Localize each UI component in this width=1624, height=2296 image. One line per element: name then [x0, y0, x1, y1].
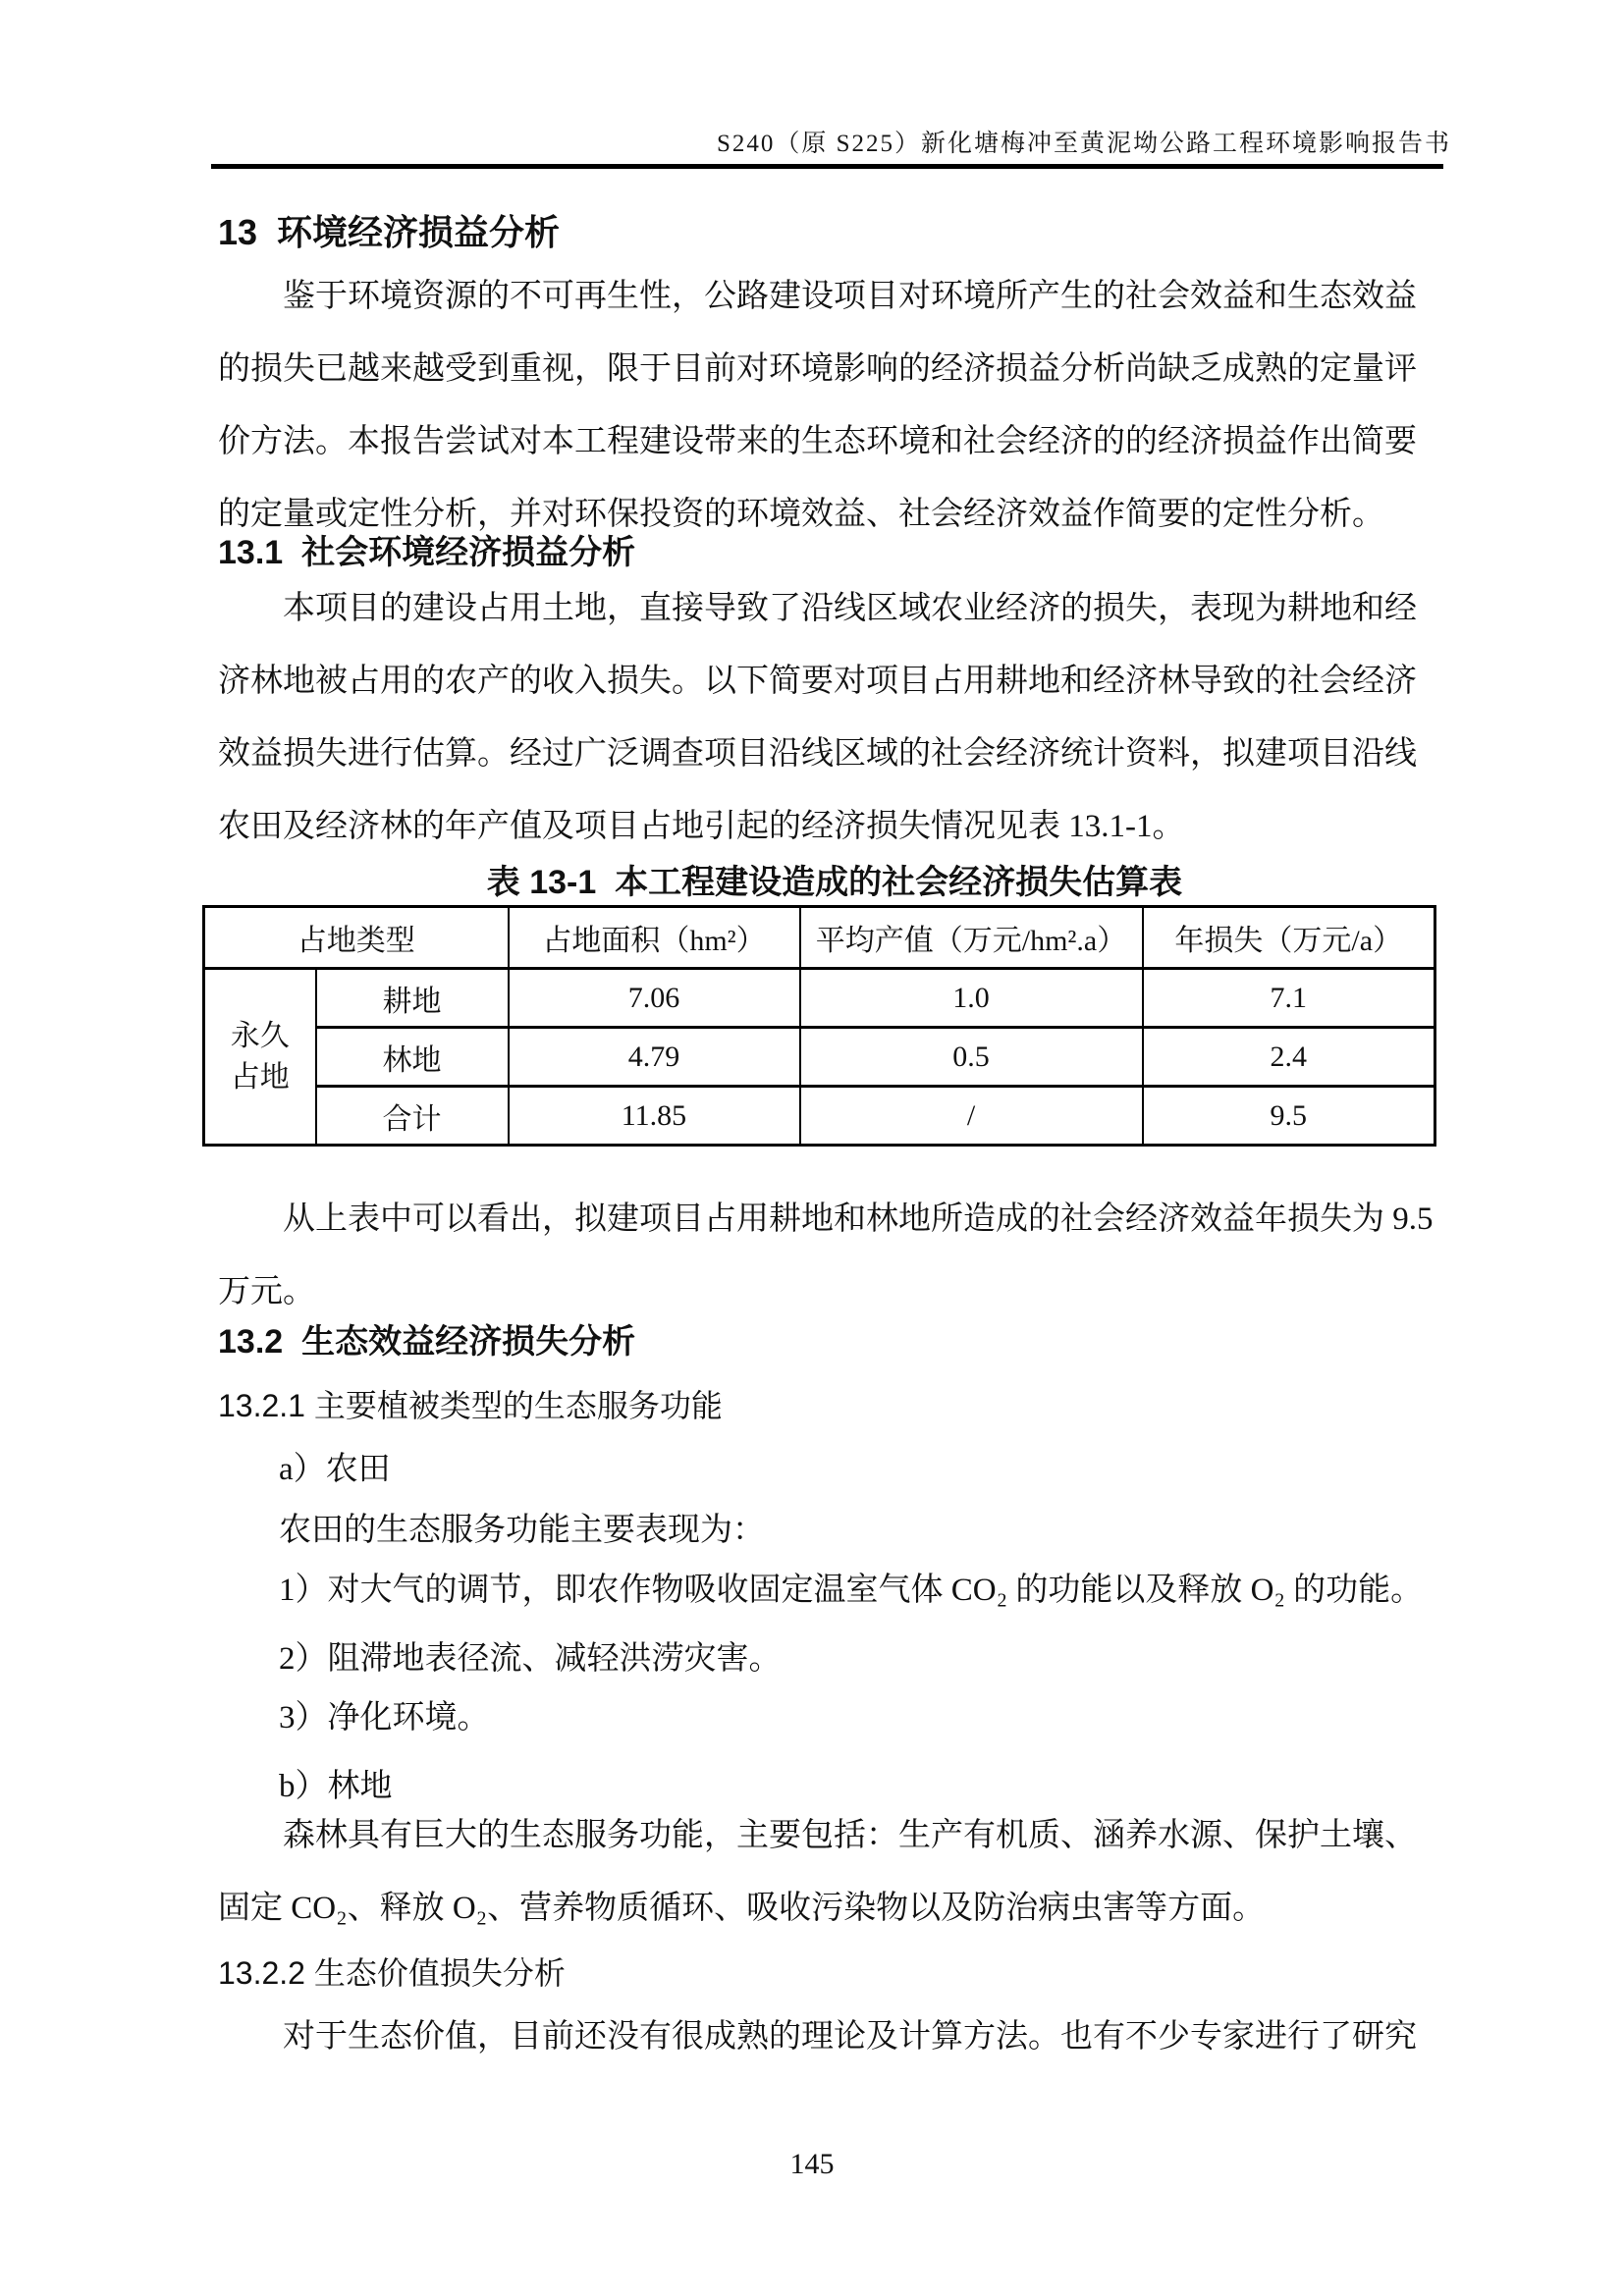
- loss-estimate-table: [202, 905, 1436, 1147]
- text-line: 本项目的建设占用土地，直接导致了沿线区域农业经济的损失，表现为耕地和经: [283, 591, 1417, 626]
- table-header-row: [204, 907, 1435, 969]
- table-header-cell: 占地类型: [204, 907, 509, 969]
- text-line: 鉴于环境资源的不可再生性，公路建设项目对环境所产生的社会效益和生态效益: [283, 279, 1417, 314]
- text-line: 济林地被占用的农产的收入损失。以下简要对项目占用耕地和经济林导致的社会经济: [218, 664, 1417, 699]
- header-rule: [211, 164, 1443, 169]
- paragraph-13-1: [218, 572, 1451, 863]
- table-header-cell: 平均产值（万元/hm².a）: [800, 907, 1143, 969]
- table-cell: 7.1: [1143, 969, 1435, 1028]
- table-header-cell: 占地面积（hm²）: [509, 907, 800, 969]
- table-cell: 1.0: [800, 969, 1143, 1028]
- paragraph-farmland-intro: 农田的生态服务功能主要表现为：: [279, 1513, 765, 1548]
- text-line: 的定量或定性分析，并对环保投资的环境效益、社会经济效益作简要的定性分析。: [218, 497, 1384, 532]
- table-cell: 2.4: [1143, 1028, 1435, 1087]
- section-13-2-1-heading: 13.2.1 主要植被类型的生态服务功能: [218, 1388, 723, 1423]
- text-line: 效益损失进行估算。经过广泛调查项目沿线区域的社会经济统计资料，拟建项目沿线: [218, 736, 1417, 772]
- paragraph-intro: [218, 260, 1451, 551]
- table-cell: 7.06: [509, 969, 800, 1028]
- table-13-1-title: 表 13-1 本工程建设造成的社会经济损失估算表: [486, 864, 1183, 901]
- running-header: S240（原 S225）新化塘梅冲至黄泥坳公路工程环境影响报告书: [716, 131, 1451, 157]
- list-item-3: 3）净化环境。: [279, 1700, 490, 1735]
- table-cell: 耕地: [316, 969, 509, 1028]
- text-line: 固定 CO₂、释放 O₂、营养物质循环、吸收污染物以及防治病虫害等方面。: [218, 1891, 1266, 1926]
- row-group-label: 永久占地: [204, 969, 316, 1146]
- table-cell: 4.79: [509, 1028, 800, 1087]
- text-line: 农田及经济林的年产值及项目占地引起的经济损失情况见表 13.1-1。: [218, 809, 1185, 844]
- text-line: 的损失已越来越受到重视，限于目前对环境影响的经济损益分析尚缺乏成熟的定量评: [218, 351, 1417, 387]
- list-item-2: 2）阻滞地表径流、减轻洪涝灾害。: [279, 1641, 782, 1677]
- section-13-2-heading: 13.2 生态效益经济损失分析: [218, 1323, 636, 1361]
- section-13-2-2-heading: 13.2.2 生态价值损失分析: [218, 1955, 566, 1991]
- table-cell: /: [800, 1087, 1143, 1146]
- table-cell: 合计: [316, 1087, 509, 1146]
- paragraph-forest: [218, 1799, 1451, 1945]
- page-number: 145: [789, 2148, 835, 2180]
- paragraph-eco-value: 对于生态价值，目前还没有很成熟的理论及计算方法。也有不少专家进行了研究: [283, 2019, 1417, 2055]
- section-13-1-heading: 13.1 社会环境经济损益分析: [218, 534, 636, 571]
- text-line: 从上表中可以看出，拟建项目占用耕地和林地所造成的社会经济效益年损失为 9.5: [283, 1201, 1434, 1237]
- list-item-b: b）林地: [279, 1769, 393, 1804]
- table-header-cell: 年损失（万元/a）: [1143, 907, 1435, 969]
- table-row: [204, 969, 1435, 1028]
- table-row: [204, 1028, 1435, 1087]
- paragraph-table-summary: [218, 1183, 1451, 1328]
- text-line: 价方法。本报告尝试对本工程建设带来的生态环境和社会经济的的经济损益作出简要: [218, 424, 1417, 459]
- table-cell: 林地: [316, 1028, 509, 1087]
- table-cell: 11.85: [509, 1087, 800, 1146]
- table-cell: 0.5: [800, 1028, 1143, 1087]
- text-line: 万元。: [218, 1274, 315, 1309]
- list-item-a: a）农田: [279, 1452, 391, 1487]
- text-line: 森林具有巨大的生态服务功能，主要包括：生产有机质、涵养水源、保护土壤、: [283, 1818, 1417, 1853]
- table-cell: 9.5: [1143, 1087, 1435, 1146]
- section-13-heading: 13 环境经济损益分析: [218, 212, 561, 252]
- list-item-1: 1）对大气的调节，即农作物吸收固定温室气体 CO₂ 的功能以及释放 O₂ 的功能。: [279, 1573, 1424, 1608]
- table-row: [204, 1087, 1435, 1146]
